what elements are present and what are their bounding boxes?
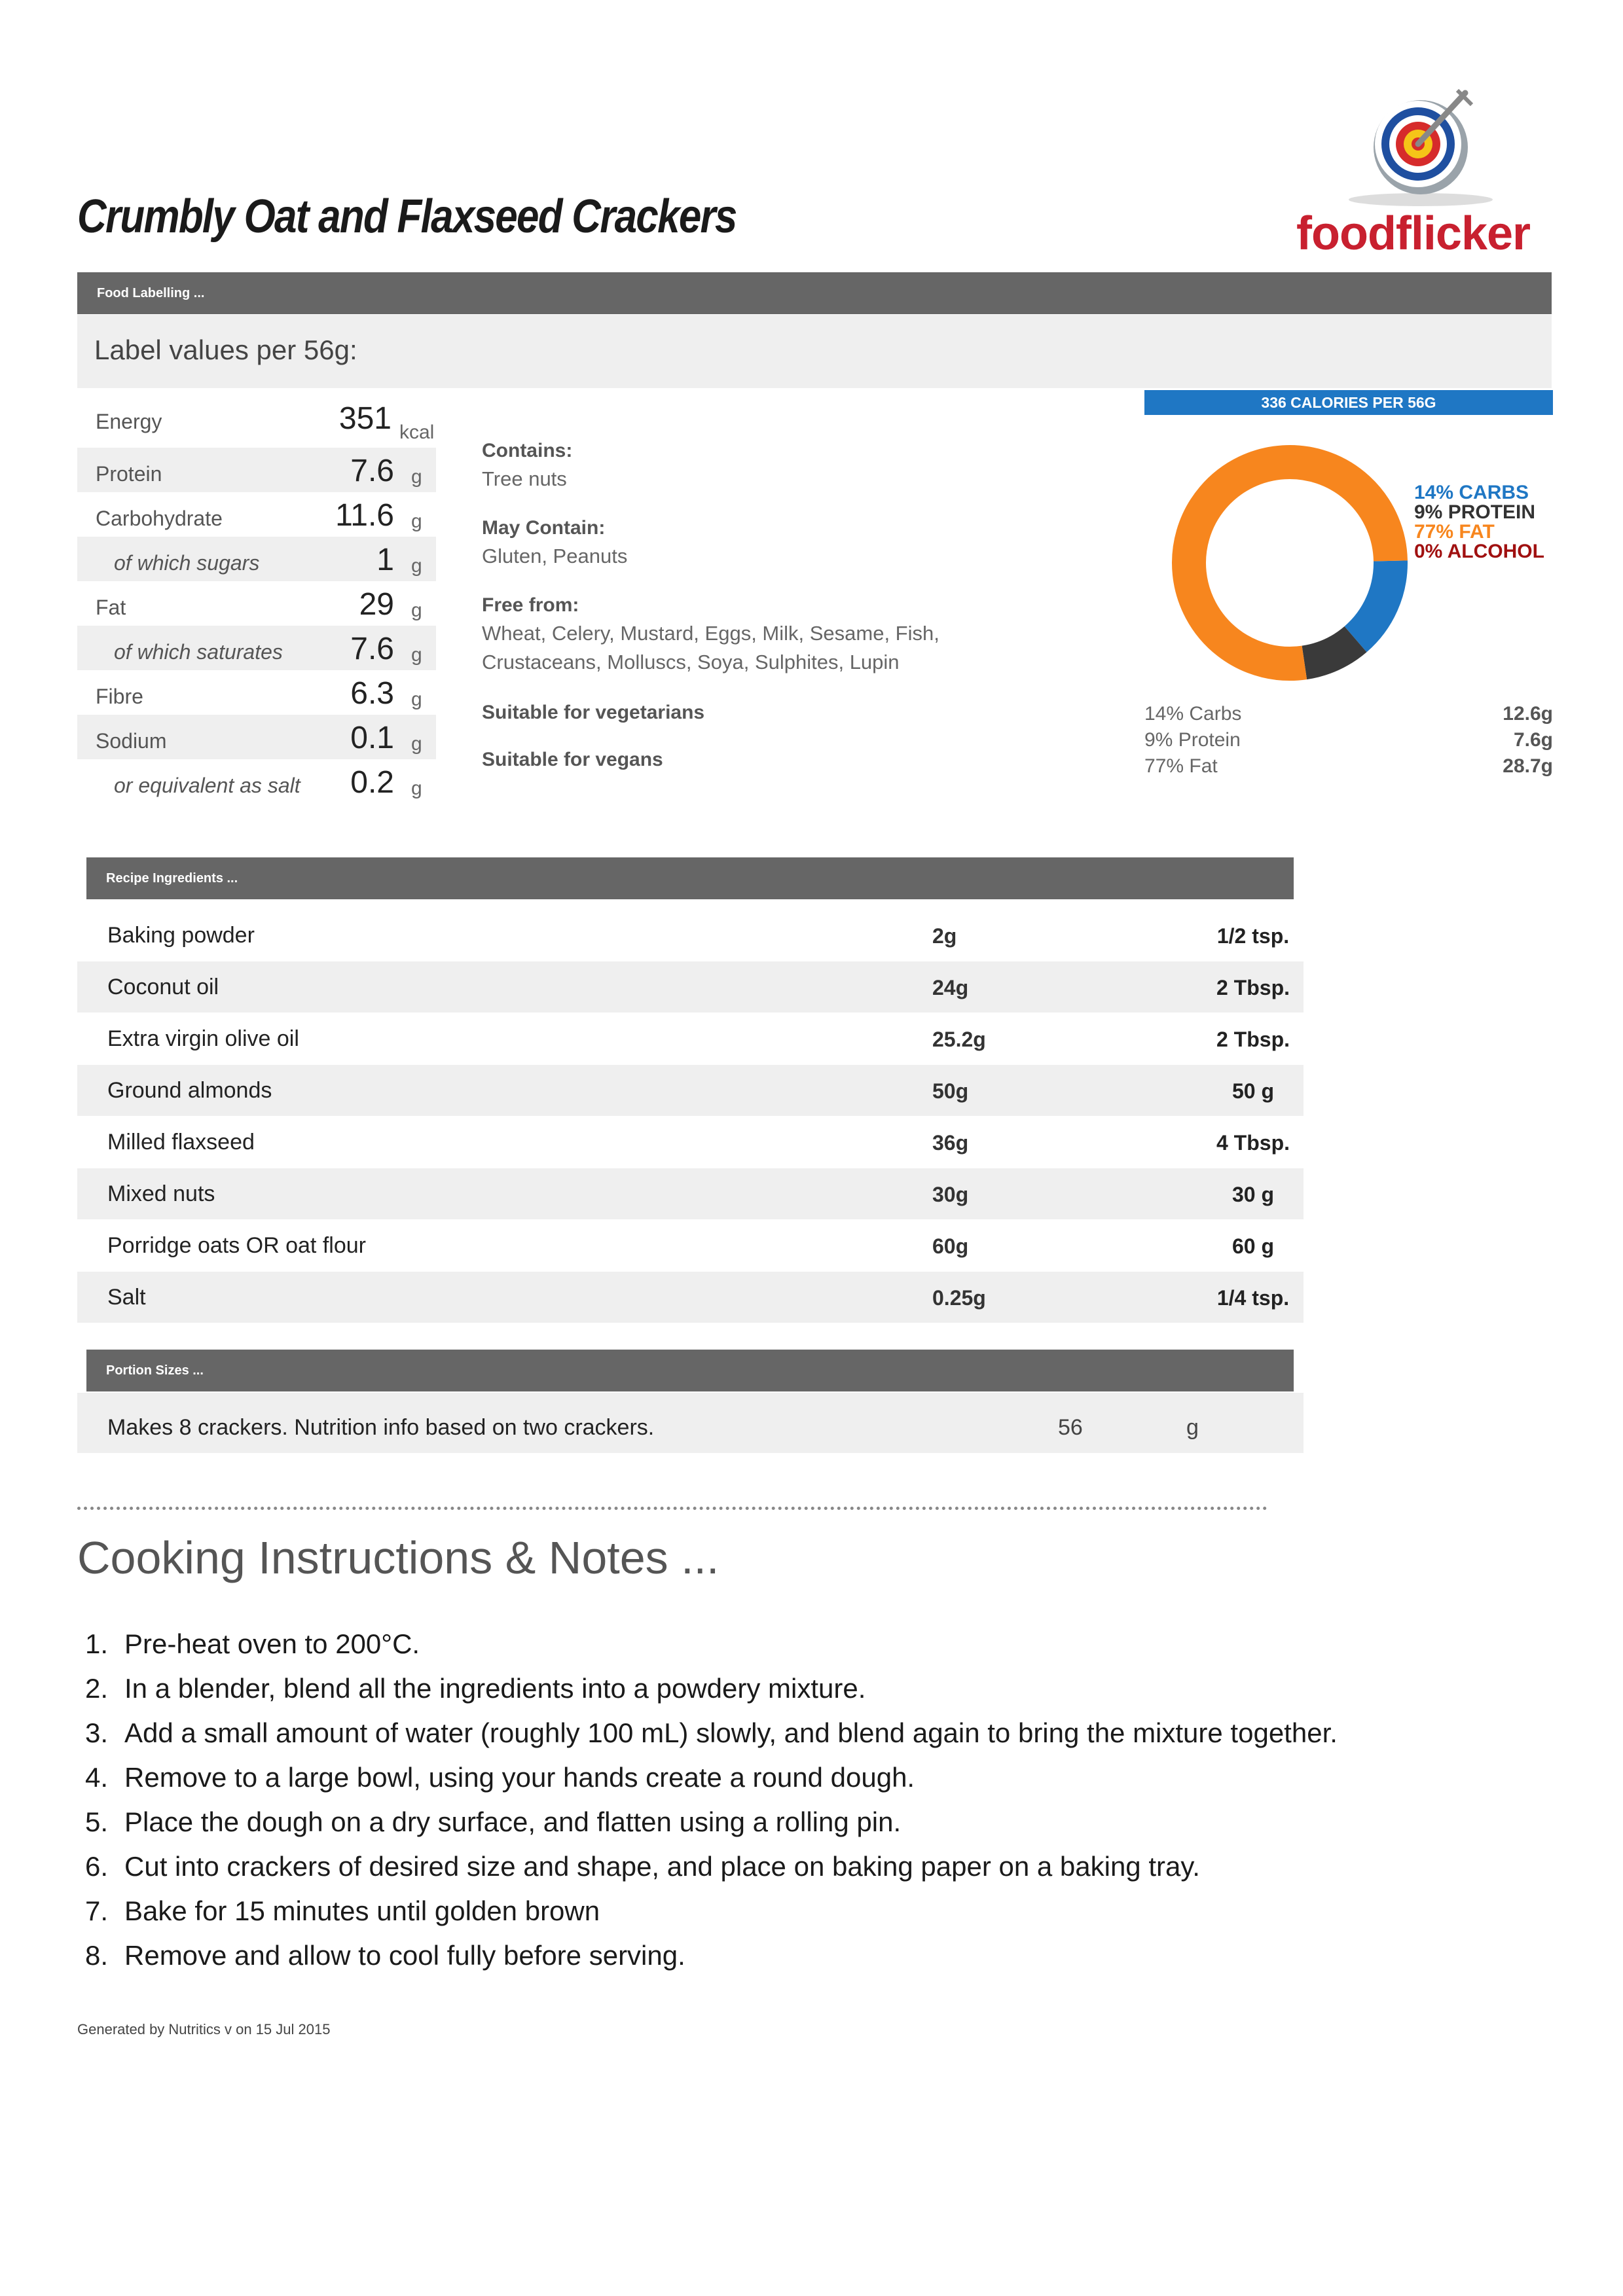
macro-label: 14% Carbs: [1144, 703, 1242, 725]
step-text: Place the dough on a dry surface, and flatten using a rolling pin.: [124, 1806, 902, 1837]
ingredient-grams: 36g: [932, 1131, 969, 1155]
cooking-title: Cooking Instructions & Notes ...: [77, 1532, 720, 1583]
nutrition-row-protein: [77, 448, 436, 492]
nutrition-row-carbohydrate: [77, 492, 436, 537]
brand-wordmark: foodflicker: [1296, 207, 1531, 260]
footer-note: Generated by Nutritics v on 15 Jul 2015: [77, 2021, 331, 2037]
list-item: 6. Cut into crackers of desired size and shape, and place on baking paper on a baking tray.: [85, 1851, 1200, 1882]
ingredient-measure: 2 Tbsp.: [1216, 1028, 1290, 1051]
step-text: Remove and allow to cool fully before serving.: [124, 1940, 685, 1971]
target-fork-icon: [1296, 79, 1558, 209]
ingredient-name: Porridge oats OR oat flour: [107, 1233, 366, 1258]
nutrient-value: 6.3: [350, 676, 394, 711]
macro-label: 9% Protein: [1144, 729, 1241, 751]
step-text: Remove to a large bowl, using your hands create a round dough.: [124, 1762, 915, 1793]
nutrient-unit: g: [411, 511, 422, 532]
table-row: [77, 961, 1304, 1013]
nutrient-value: 1: [376, 543, 394, 577]
ingredients-header: [86, 857, 1294, 899]
may-contain-label: May Contain:: [482, 517, 606, 539]
nutrient-unit: g: [411, 733, 422, 755]
nutrition-row-fibre: [77, 670, 436, 715]
ingredient-measure: 2 Tbsp.: [1216, 976, 1290, 999]
nutrient-value: 7.6: [350, 454, 394, 488]
ingredient-grams: 50g: [932, 1079, 969, 1103]
portion-header: [86, 1350, 1294, 1391]
label-values-title: Label values per 56g:: [94, 334, 357, 365]
ingredient-name: Baking powder: [107, 923, 255, 948]
list-item: 1. Pre-heat oven to 200°C.: [85, 1628, 420, 1659]
donut-slice-carbs: [1356, 561, 1391, 639]
nutrition-row-sugars: [77, 537, 436, 581]
macro-value: 7.6g: [1513, 729, 1553, 751]
table-row: [77, 910, 1304, 961]
brand-logo: [1296, 79, 1558, 260]
ingredient-name: Extra virgin olive oil: [107, 1026, 299, 1051]
step-text: Bake for 15 minutes until golden brown: [124, 1895, 600, 1926]
macro-value: 28.7g: [1503, 755, 1553, 777]
table-row: [77, 1117, 1304, 1168]
legend-alcohol: 0% ALCOHOL: [1414, 541, 1544, 562]
nutrient-unit: g: [411, 644, 422, 666]
vegan-label: Suitable for vegans: [482, 749, 663, 770]
ingredient-measure: 4 Tbsp.: [1216, 1131, 1290, 1155]
portion-unit: g: [1186, 1415, 1199, 1440]
nutrient-unit: g: [411, 555, 422, 577]
free-from-label: Free from:: [482, 594, 579, 616]
legend-fat: 77% FAT: [1414, 521, 1495, 543]
vegetarian-label: Suitable for vegetarians: [482, 702, 705, 723]
portion-value: 56: [1058, 1415, 1083, 1440]
step-text: Cut into crackers of desired size and shape, and place on baking paper on a baking tray.: [124, 1851, 1200, 1882]
table-row: [77, 1168, 1304, 1219]
donut-slice-protein: [1304, 639, 1355, 663]
step-text: Add a small amount of water (roughly 100 mL) slowly, and blend again to bring the mixture together.: [124, 1717, 1338, 1748]
ingredient-grams: 30g: [932, 1183, 969, 1206]
step-text: Pre-heat oven to 200°C.: [124, 1628, 420, 1659]
ingredient-name: Ground almonds: [107, 1078, 272, 1103]
ingredient-grams: 2g: [932, 924, 957, 948]
table-row: [77, 1065, 1304, 1116]
list-item: 7. Bake for 15 minutes until golden brown: [85, 1895, 600, 1926]
nutrient-unit: g: [411, 689, 422, 710]
ingredient-name: Coconut oil: [107, 975, 219, 999]
section-divider: [77, 1507, 1267, 1510]
macro-value: 12.6g: [1503, 703, 1553, 725]
list-item: 4. Remove to a large bowl, using your hands create a round dough.: [85, 1762, 915, 1793]
nutrient-value: 7.6: [350, 632, 394, 666]
ingredient-grams: 0.25g: [932, 1286, 986, 1310]
list-item: 3. Add a small amount of water (roughly 100 mL) slowly, and blend again to bring the mixture together.: [85, 1717, 1338, 1748]
nutrient-unit: kcal: [399, 422, 435, 443]
label-values-band: [77, 315, 1552, 388]
ingredient-grams: 25.2g: [932, 1028, 986, 1051]
nutrient-value: 0.2: [350, 765, 394, 800]
table-row: [77, 1220, 1304, 1271]
list-item: 2. In a blender, blend all the ingredients into a powdery mixture.: [85, 1673, 866, 1704]
legend-protein: 9% PROTEIN: [1414, 501, 1536, 523]
legend-carbs: 14% CARBS: [1414, 482, 1529, 503]
portion-bar-label: Portion Sizes ...: [106, 1363, 204, 1378]
nutrient-value: 351: [338, 401, 392, 436]
page-title: Crumbly Oat and Flaxseed Crackers: [77, 190, 737, 243]
nutrition-row-saturates: [77, 626, 436, 670]
nutrient-name: of which saturates: [114, 640, 283, 664]
ingredient-grams: 60g: [932, 1234, 969, 1258]
nutrient-value: 11.6: [335, 498, 394, 533]
ingredient-measure: 1/4 tsp.: [1216, 1286, 1290, 1310]
ingredient-grams: 24g: [932, 976, 969, 999]
calories-header: 336 CALORIES PER 56G: [1144, 390, 1553, 415]
portion-row: [77, 1393, 1304, 1453]
ingredients-bar-label: Recipe Ingredients ...: [106, 871, 238, 886]
nutrient-name: Sodium: [96, 729, 167, 753]
ingredient-name: Salt: [107, 1285, 146, 1310]
ingredient-measure: 50 g: [1231, 1079, 1275, 1103]
food-labelling-header: [77, 272, 1552, 314]
nutrient-name: of which sugars: [114, 551, 260, 575]
list-item: 8. Remove and allow to cool fully before serving.: [85, 1940, 685, 1971]
portion-text: Makes 8 crackers. Nutrition info based on two crackers.: [107, 1415, 655, 1440]
food-labelling-bar-label: Food Labelling ...: [97, 286, 205, 300]
nutrient-name: or equivalent as salt: [114, 774, 301, 797]
macro-row-carbs: [1144, 703, 1553, 725]
nutrition-row-energy: [77, 395, 436, 443]
nutrition-row-sodium: [77, 715, 436, 759]
contains-label: Contains:: [482, 440, 573, 461]
macro-donut-chart: [1165, 439, 1414, 687]
macro-label: 77% Fat: [1144, 755, 1218, 777]
nutrient-name: Carbohydrate: [96, 507, 223, 530]
table-row: [77, 1013, 1304, 1064]
ingredient-measure: 60 g: [1231, 1234, 1275, 1258]
ingredient-measure: 1/2 tsp.: [1216, 924, 1290, 948]
nutrient-value: 0.1: [350, 721, 394, 755]
nutrient-value: 29: [359, 587, 394, 622]
nutrition-row-salt: [77, 759, 436, 804]
nutrient-name: Protein: [96, 462, 162, 486]
nutrient-unit: g: [411, 778, 422, 799]
macro-row-protein: [1144, 729, 1553, 751]
nutrient-name: Energy: [96, 410, 162, 433]
ingredient-measure: 30 g: [1231, 1183, 1275, 1206]
table-row: [77, 1272, 1304, 1323]
step-text: In a blender, blend all the ingredients into a powdery mixture.: [124, 1673, 866, 1704]
free-from-value: Wheat, Celery, Mustard, Eggs, Milk, Sesame, Fish, Crustaceans, Molluscs, Soya, Sulphites, Lupin: [482, 622, 939, 673]
nutrient-unit: g: [411, 600, 422, 621]
nutrient-unit: g: [411, 466, 422, 488]
nutrient-name: Fibre: [96, 685, 143, 708]
nutrition-row-fat: [77, 581, 436, 626]
macro-row-fat: [1144, 755, 1553, 778]
may-contain-value: Gluten, Peanuts: [482, 545, 628, 567]
list-item: 5. Place the dough on a dry surface, and flatten using a rolling pin.: [85, 1806, 902, 1837]
ingredient-name: Mixed nuts: [107, 1181, 215, 1206]
contains-value: Tree nuts: [482, 467, 567, 490]
ingredient-name: Milled flaxseed: [107, 1130, 255, 1155]
nutrient-name: Fat: [96, 596, 126, 619]
